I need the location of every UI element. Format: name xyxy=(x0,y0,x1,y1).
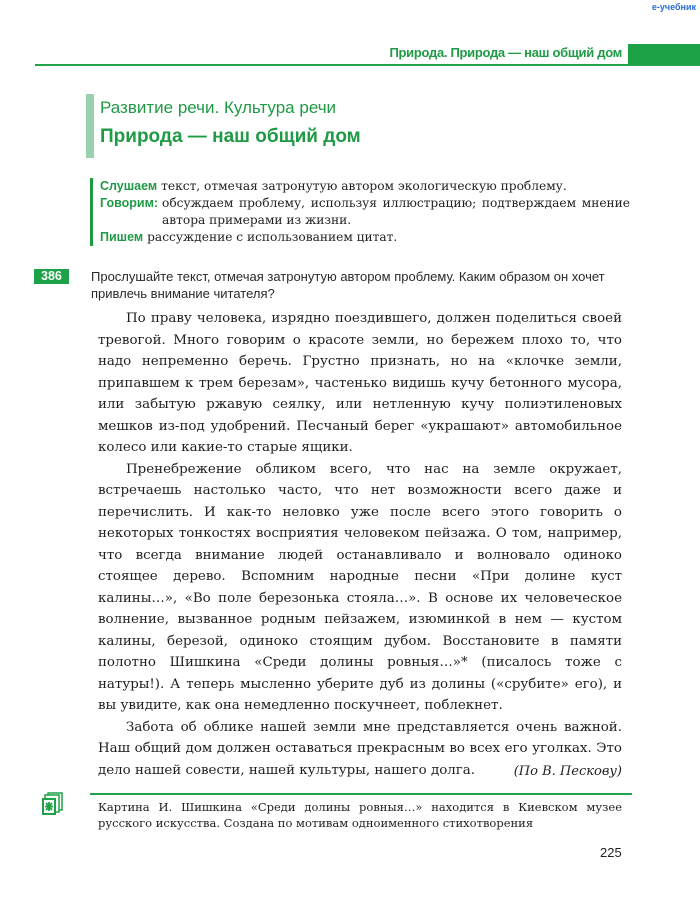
goal-text: рассуждение с использованием цитат. xyxy=(147,230,398,244)
running-header xyxy=(35,44,700,66)
lesson-title-block xyxy=(86,94,566,158)
paragraph: Пренебрежение обликом всего, что нас на земле окружает, встречаешь настолько часто, что нет возможности всего даже и перечислить. И как-то неловко уже после всего этого говорить о некоторых тонкостях восприятия человеком пейзажа. О том, например, что всегда внимание людей останавливало и волновало одиноко стоящее дерево. Вспомним народные песни «При долине куст калины…», «Во поле березонька стояла…». В основе их человеческое волнение, вызванное родным пейзажем, изюминкой в нем — кустом калины, березой, одиноко стоящим дубом. Восстановите в памяти полотно Шишкина «Среди долины ровныя…»* (писалось тоже с натуры!). А теперь мысленно уберите дуб из долины («срубите» его), и вы увидите, как она немедленно поскучнеет, поблекнет. xyxy=(98,461,622,713)
footnote-divider xyxy=(90,793,632,795)
footnote-text: Картина И. Шишкина «Среди долины ровныя…» находится в Киевском музее русского искусства. Создана по мотивам одноименного стихотворения xyxy=(98,800,622,830)
exercise-instruction: Прослушайте текст, отмечая затронутую автором проблему. Каким образом он хочет привлечь внимание читателя? xyxy=(91,269,605,301)
goal-label: Слушаем xyxy=(100,179,158,193)
goal-label: Говорим: xyxy=(100,196,158,210)
paragraph: По праву человека, изрядно поездившего, должен поделиться своей тревогой. Много говорим о красоте земли, но бережем плохо то, что надо непременно беречь. Грустно признать, но на «клочке земли, припавшем к трем березам», частенько видишь кучу бетонного мусора, или забытую ржавую сеялку, или нетленную кучу полиэтиленовых мешков из-под удобрений. Песчаный берег «украшают» автомобильное колесо или какие-то старые ящики. xyxy=(98,311,622,455)
lesson-goals xyxy=(90,178,630,246)
section-title: Развитие речи. Культура речи xyxy=(100,98,337,117)
paragraph: Забота об облике нашей земли мне представляется очень важной. Наш общий дом должен оставаться прекрасным во всех его уголках. Это дело нашей совести, нашей культуры, нашего долга. xyxy=(98,719,622,778)
publisher-logo: e-учебник xyxy=(651,2,696,12)
reading-text xyxy=(98,308,622,781)
illustration-note-icon xyxy=(40,792,64,816)
running-header-title: Природа. Природа — наш общий дом xyxy=(389,45,622,60)
running-header-bar xyxy=(628,44,700,64)
page-number: 225 xyxy=(600,845,622,860)
goal-text: текст, отмечая затронутую автором экологическую проблему. xyxy=(161,179,567,193)
author-attribution: (По В. Пескову) xyxy=(513,764,622,779)
goal-write xyxy=(100,229,630,246)
goal-label: Пишем xyxy=(100,230,144,244)
goal-speak xyxy=(100,195,630,229)
lesson-title: Природа — наш общий дом xyxy=(100,126,361,147)
goal-text: обсуждаем проблему, используя иллюстрацию; подтверждаем мнение автора примерами из жизни. xyxy=(161,196,630,227)
title-accent-bar xyxy=(86,94,94,158)
goal-listen xyxy=(100,178,630,195)
exercise-number-badge: 386 xyxy=(34,269,69,284)
exercise-386 xyxy=(34,268,624,302)
